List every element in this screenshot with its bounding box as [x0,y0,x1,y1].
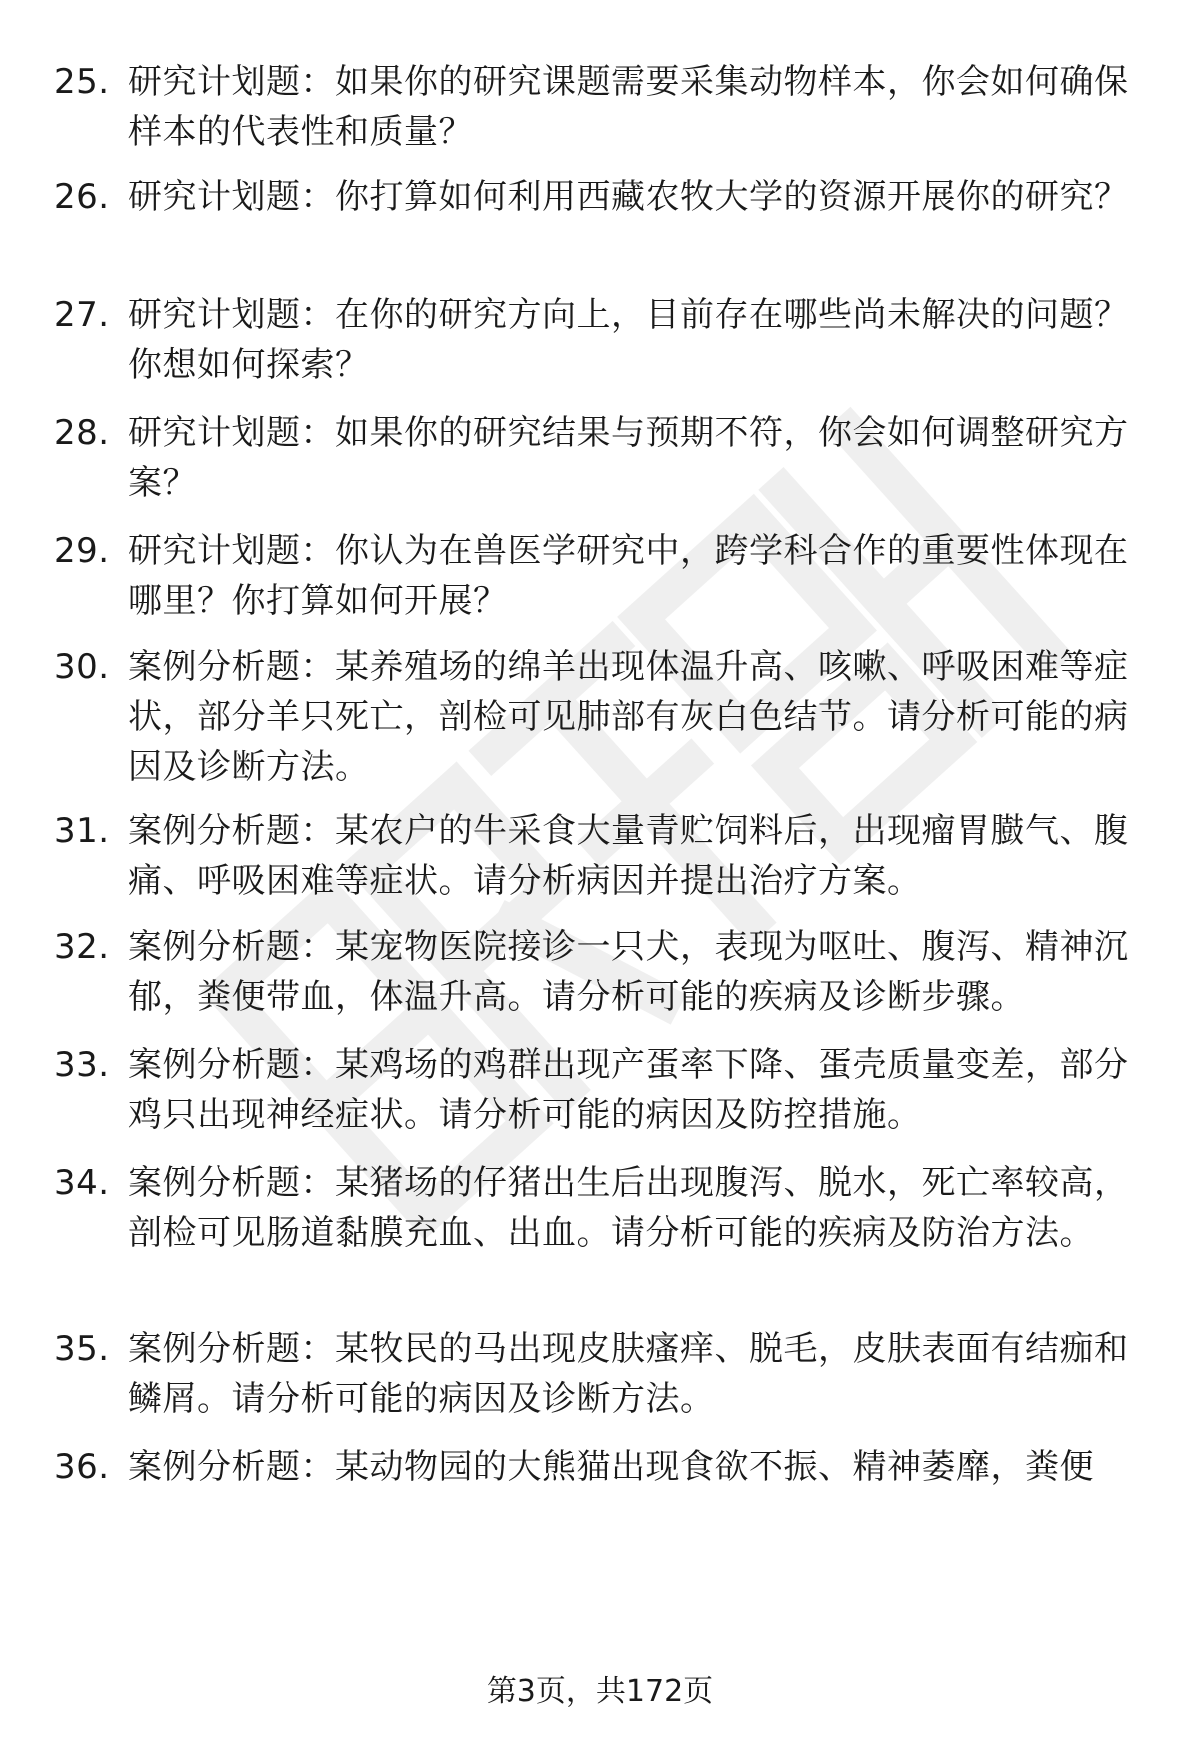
question-number: 33. [54,1045,110,1085]
question-text: 案例分析题：某鸡场的鸡群出现产蛋率下降、蛋壳质量变差，部分鸡只出现神经症状。请分析可能的病因及防控措施。 [128,1045,1129,1135]
question-number: 32. [54,927,110,967]
page-number-footer: 第3页，共172页 [486,1674,714,1709]
question-number: 26. [54,177,110,217]
question-number: 34. [54,1163,110,1203]
question-text: 研究计划题：在你的研究方向上，目前存在哪些尚未解决的问题？你想如何探索？ [128,295,1129,385]
question-number: 25. [54,62,110,102]
question-text: 研究计划题：你认为在兽医学研究中，跨学科合作的重要性体现在哪里？你打算如何开展？ [128,531,1129,621]
question-number: 35. [54,1329,110,1369]
question-text: 案例分析题：某宠物医院接诊一只犬，表现为呕吐、腹泻、精神沉郁，粪便带血，体温升高。请分析可能的疾病及诊断步骤。 [128,927,1129,1017]
question-text: 案例分析题：某牧民的马出现皮肤瘙痒、脱毛，皮肤表面有结痂和鳞屑。请分析可能的病因及诊断方法。 [128,1329,1129,1419]
question-number: 36. [54,1447,110,1487]
question-number: 29. [54,531,110,571]
question-number: 30. [54,647,110,687]
question-text: 研究计划题：如果你的研究课题需要采集动物样本，你会如何确保样本的代表性和质量？ [128,62,1129,152]
question-text: 案例分析题：某猪场的仔猪出生后出现腹泻、脱水，死亡率较高，剖检可见肠道黏膜充血、出血。请分析可能的疾病及防治方法。 [128,1163,1129,1253]
question-text: 案例分析题：某动物园的大熊猫出现食欲不振、精神萎靡，粪便 [128,1447,1094,1487]
question-text: 研究计划题：你打算如何利用西藏农牧大学的资源开展你的研究？ [128,177,1129,217]
question-text: 研究计划题：如果你的研究结果与预期不符，你会如何调整研究方案？ [128,413,1129,503]
question-text: 案例分析题：某农户的牛采食大量青贮饲料后，出现瘤胃臌气、腹痛、呼吸困难等症状。请分析病因并提出治疗方案。 [128,811,1129,901]
question-number: 31. [54,811,110,851]
question-text: 案例分析题：某养殖场的绵羊出现体温升高、咳嗽、呼吸困难等症状，部分羊只死亡，剖检可见肺部有灰白色结节。请分析可能的病因及诊断方法。 [128,647,1129,787]
question-number: 28. [54,413,110,453]
question-number: 27. [54,295,110,335]
